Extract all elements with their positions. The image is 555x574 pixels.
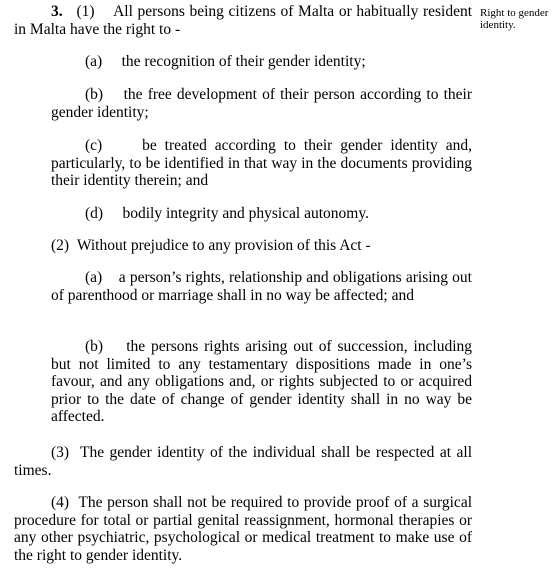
right-d (85, 205, 369, 223)
subsection-text: The gender identity of the individual shall be respected at all times. (14, 444, 472, 479)
subsection-label: (2) (51, 237, 70, 254)
item-label: (a) (85, 269, 103, 286)
section-3-2 (51, 237, 371, 255)
subsection-text: Without prejudice to any provision of this Act - (76, 237, 371, 254)
item-text: bodily integrity and physical autonomy. (122, 205, 369, 222)
subsection-label: (1) (76, 3, 95, 20)
item-label: (a) (85, 53, 103, 70)
item-text: the persons rights arising out of succession, including but not limited to any testamentary dispositions made in one’s favour, and any obligations and, or rights subjected to or acquired prior to the date of change of gender identity shall in no way be affected. (51, 338, 473, 425)
right-c (51, 137, 472, 190)
right-b (51, 86, 472, 121)
item-text: be treated according to their gender identity and, particularly, to be identified in that way in the documents providing their identity therein; and (51, 137, 472, 189)
intro-text: All persons being citizens of Malta or habitually resident in Malta have the right to - (14, 3, 473, 38)
item-2b (51, 338, 472, 426)
item-text: the free development of their person according to their gender identity; (51, 86, 472, 121)
item-text: a person’s rights, relationship and obligations arising out of parenthood or marriage shall in no way be affected; and (51, 269, 472, 304)
item-label: (b) (85, 86, 104, 103)
item-label: (d) (85, 205, 104, 222)
margin-note: Right to gender identity. (480, 7, 549, 31)
subsection-label: (3) (51, 444, 70, 461)
item-label: (c) (85, 137, 103, 154)
subsection-label: (4) (51, 494, 70, 511)
section-number: 3. (51, 3, 63, 20)
section-3-4 (14, 494, 472, 564)
right-a (85, 53, 366, 71)
section-3-1 (14, 3, 472, 38)
item-text: the recognition of their gender identity; (121, 53, 366, 70)
subsection-text: The person shall not be required to provide proof of a surgical procedure for total or partial genital reassignment, hormonal therapies or any other psychiatric, psychological or medical treatment to make use of the right to gender identity. (14, 494, 473, 564)
item-label: (b) (85, 338, 104, 355)
item-2a (51, 269, 472, 304)
section-3-3 (14, 444, 472, 479)
